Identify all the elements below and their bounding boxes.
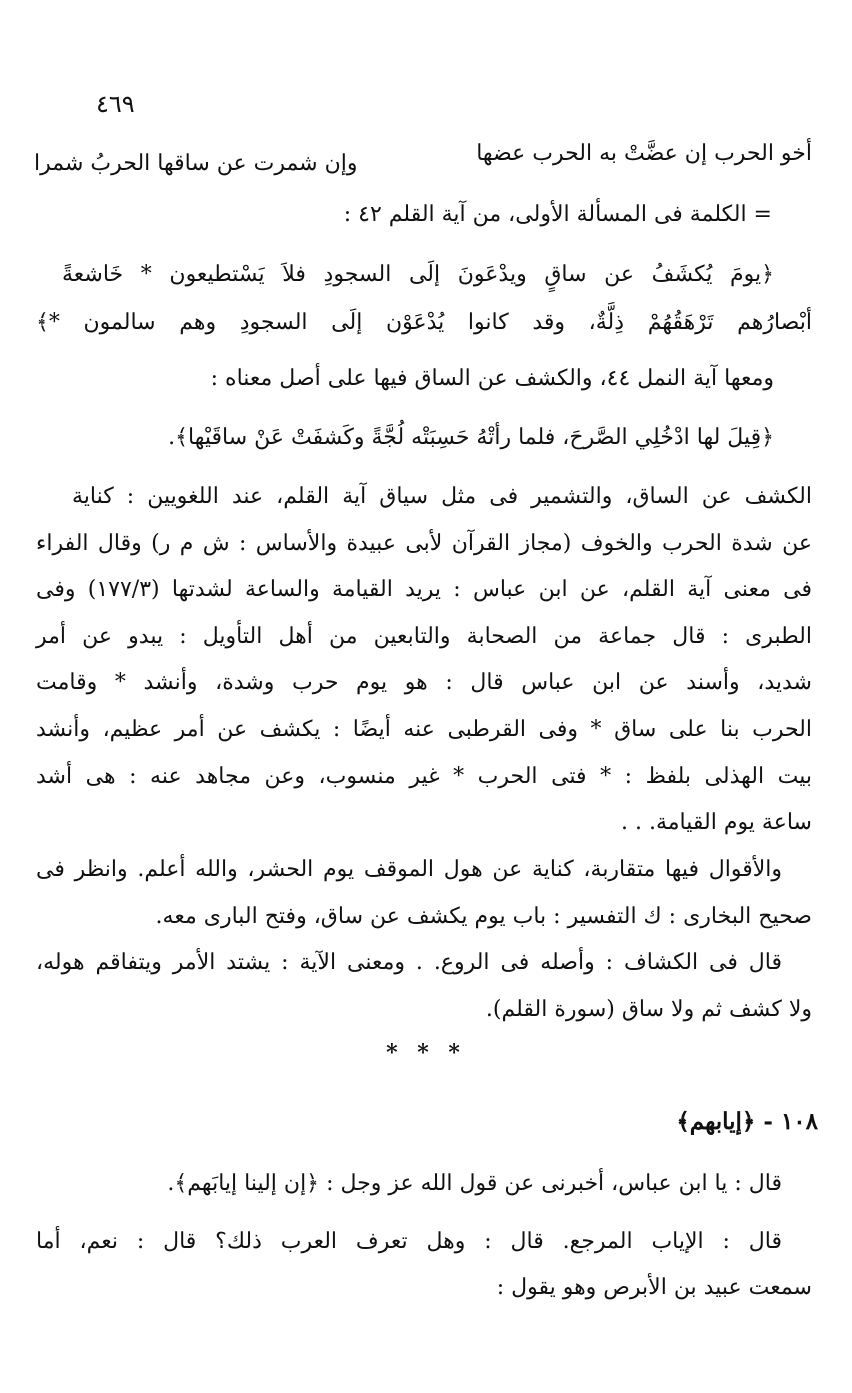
text-line: ومعها آية النمل ٤٤، والكشف عن الساق فيها على أصل معناه : xyxy=(210,366,774,391)
text-line: فى معنى آية القلم، عن ابن عباس : يريد القيامة والساعة لشدتها (١٧٧/٣) وفى xyxy=(36,577,813,602)
text-line: والأقوال فيها متقاربة، كناية عن هول الموقف يوم الحشر، والله أعلم. وانظر فى xyxy=(36,857,782,882)
page-number: ٤٦٩ xyxy=(96,90,135,118)
text-line: قال فى الكشاف : وأصله فى الروع. . ومعنى الآية : يشتد الأمر ويتفاقم هوله، xyxy=(36,950,782,975)
quran-quote-line: ﴿يومَ يُكشَفُ عن ساقٍ ويدْعَونَ إلَى السجودِ فلاَ يَسْتطيعون * خَاشعةً xyxy=(62,262,774,287)
verse-first-half: أخو الحرب إن عضَّتْ به الحرب عضها xyxy=(476,141,812,166)
text-line: شديد، وأسند عن ابن عباس قال : هو يوم حرب وشدة، وأنشد * وقامت xyxy=(36,670,812,695)
text-line: الطبرى : قال جماعة من الصحابة والتابعين من أهل التأويل : يبدو عن أمر xyxy=(36,624,812,649)
quran-quote-line: ﴿قِيلَ لها ادْخُلِي الصَّرحَ، فلما رأتْهُ حَسِبَتْه لُجَّةً وكَشفَتْ عَنْ ساقَيْها﴾. xyxy=(168,425,774,450)
text-line: سمعت عبيد بن الأبرص وهو يقول : xyxy=(496,1275,812,1300)
text-line: الحرب بنا على ساق * وفى القرطبى عنه أيضًا : يكشف عن أمر عظيم، وأنشد xyxy=(36,717,812,742)
text-line: عن شدة الحرب والخوف (مجاز القرآن لأبى عبيدة والأساس : ش م ر) وقال الفراء xyxy=(36,531,812,556)
text-line: قال : الإياب المرجع. قال : وهل تعرف العرب ذلك؟ قال : نعم، أما xyxy=(36,1229,782,1254)
text-line: صحيح البخارى : ك التفسير : باب يوم يكشف عن ساق، وفتح البارى معه. xyxy=(155,904,812,929)
text-line: بيت الهذلى بلفظ : * فتى الحرب * غير منسوب، وعن مجاهد عنه : هى أشد xyxy=(36,764,812,789)
section-heading: ١٠٨ - ﴿إيابهم﴾ xyxy=(676,1108,818,1135)
section-separator: * * * xyxy=(386,1040,466,1066)
verse-second-half: وإن شمرت عن ساقها الحربُ شمرا xyxy=(34,151,358,176)
text-line: = الكلمة فى المسألة الأولى، من آية القلم ٤٢ : xyxy=(343,202,772,227)
text-line: الكشف عن الساق، والتشمير فى مثل سياق آية القلم، عند اللغويين : كناية xyxy=(72,484,812,509)
text-line: قال : يا ابن عباس، أخبرنى عن قول الله عز وجل : ﴿إن إلينا إيابَهم﴾. xyxy=(167,1171,782,1196)
text-line: ولا كشف ثم ولا ساق (سورة القلم). xyxy=(485,997,812,1022)
quran-quote-line: أبْصارُهم تَرْهَقُهُمْ ذِلَّةٌ، وقد كانوا يُدْعَوْن إلَى السجودِ وهم سالمون *﴾ xyxy=(36,310,812,335)
text-line: ساعة يوم القيامة. . . xyxy=(621,810,812,835)
